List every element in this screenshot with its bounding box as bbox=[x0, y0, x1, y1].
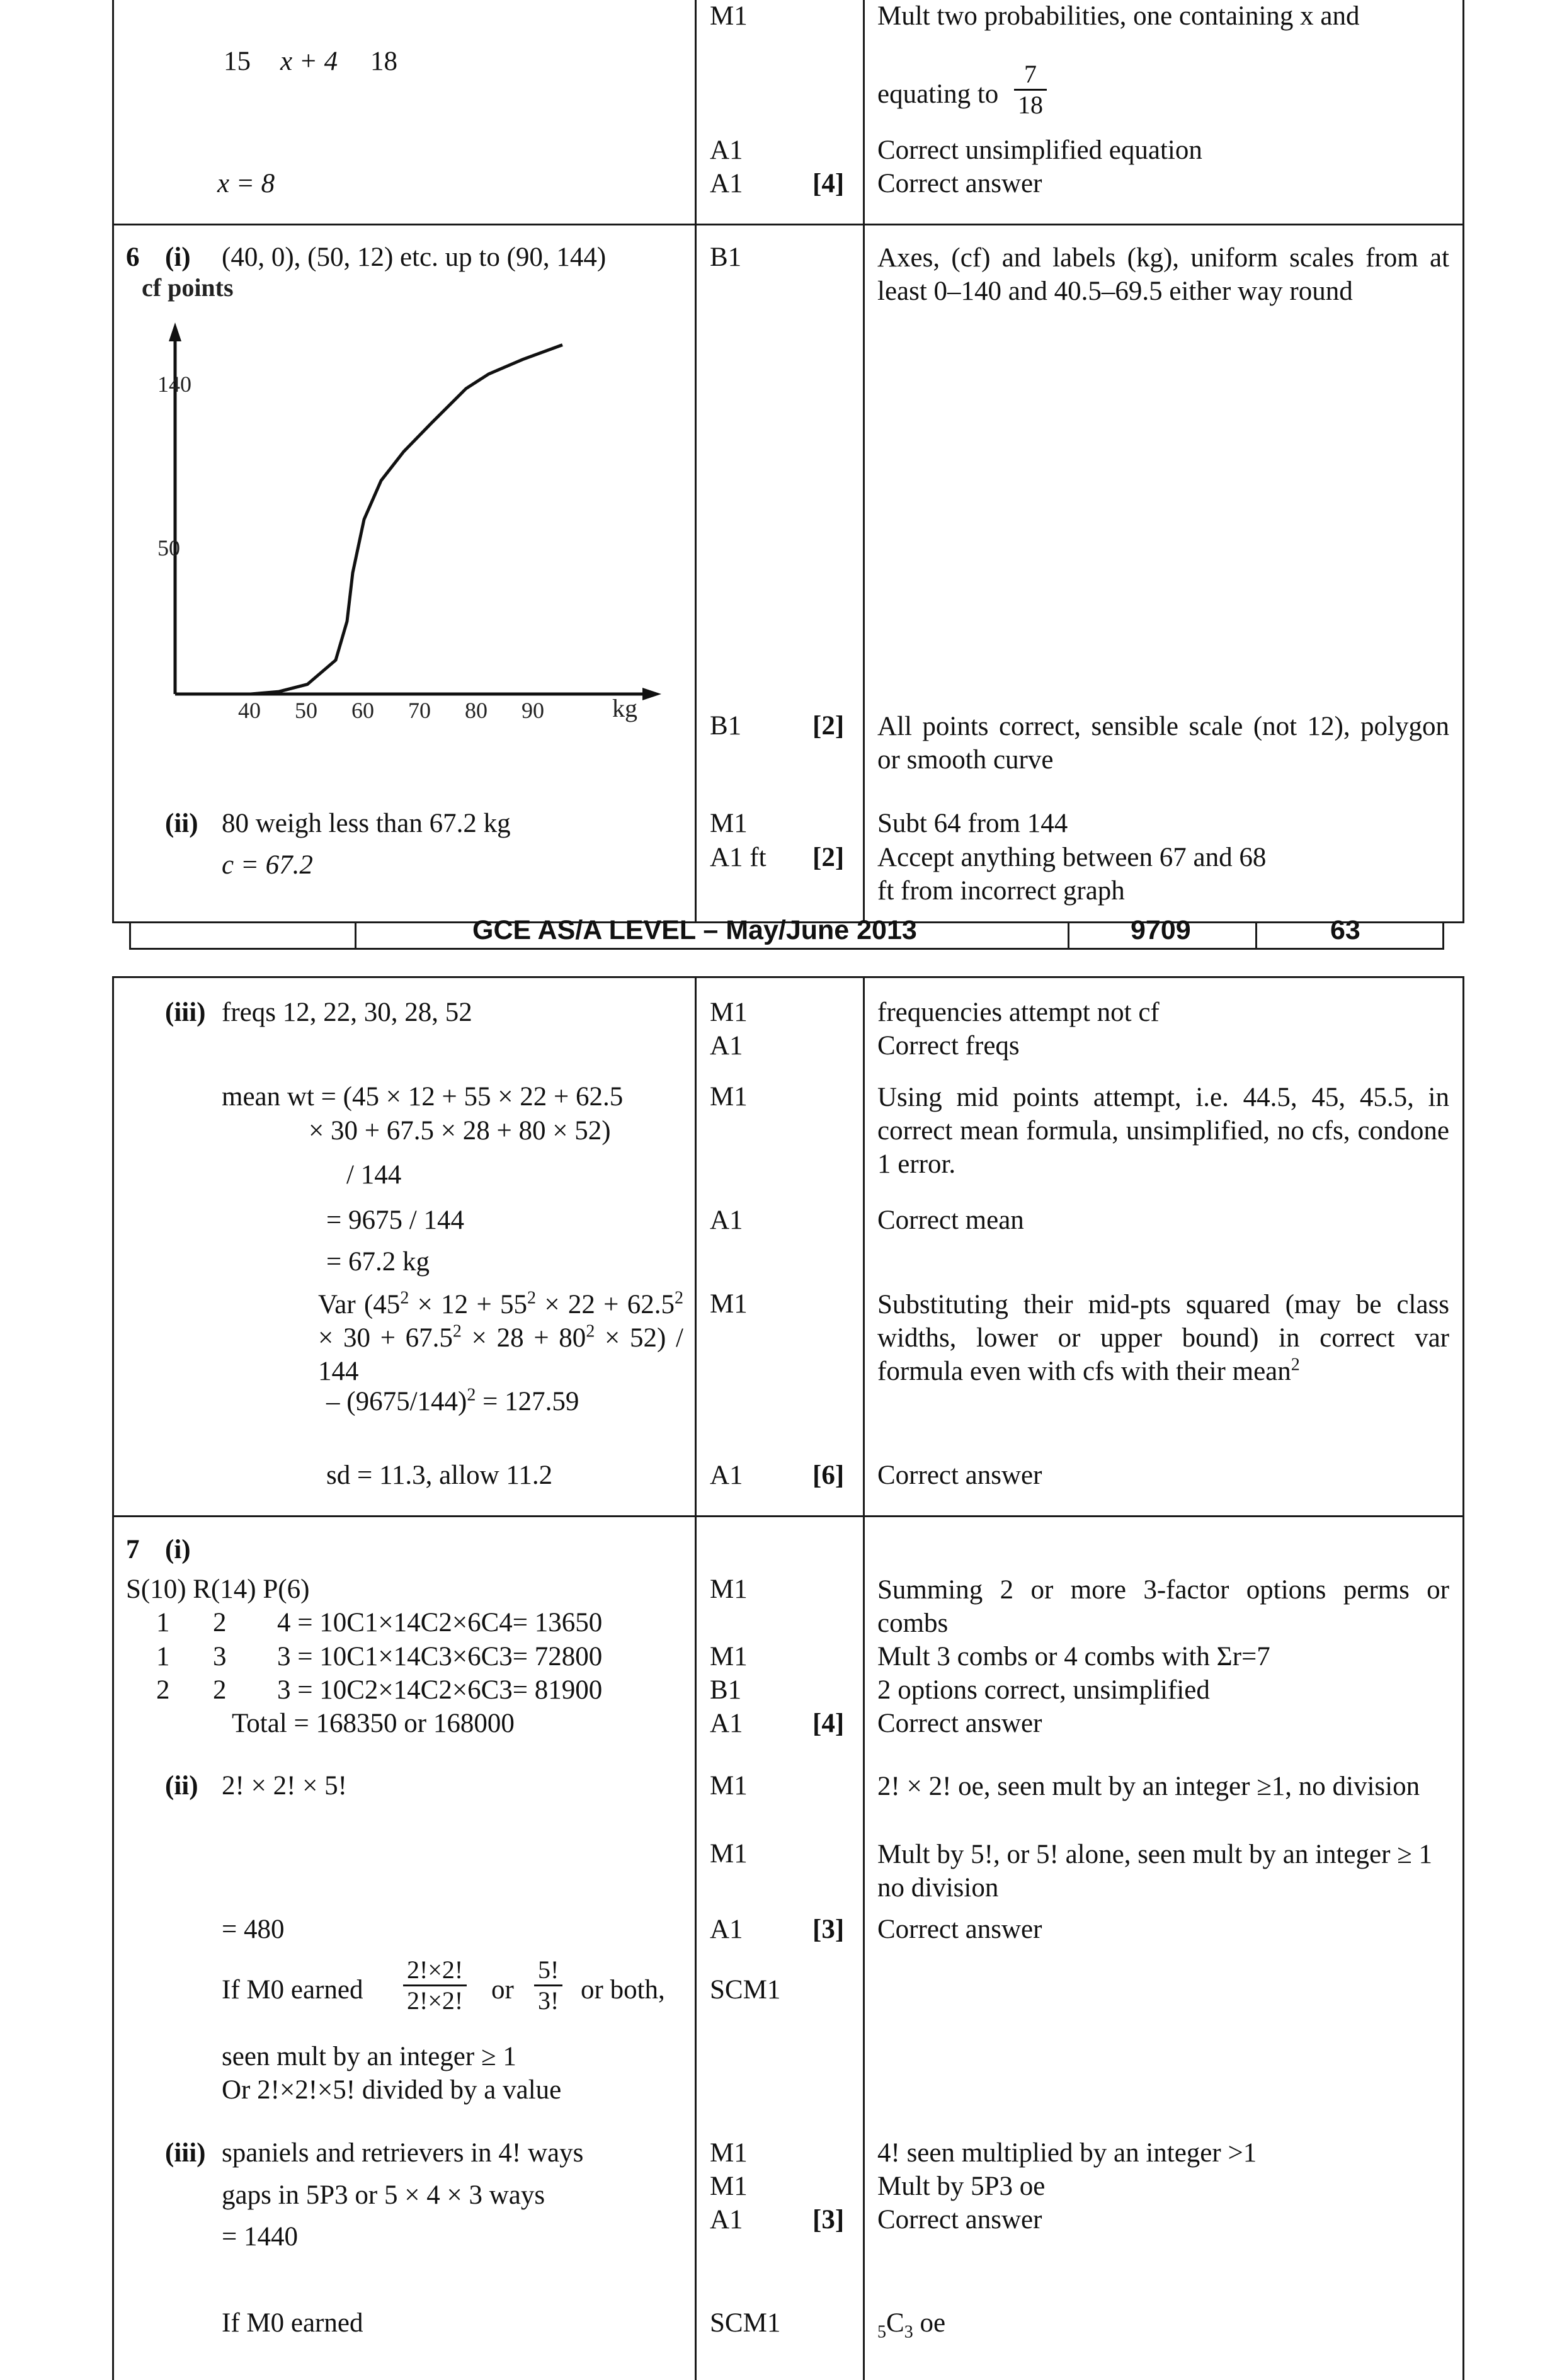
q7-ii-text: 2! × 2! × 5! bbox=[222, 1771, 347, 1801]
row2-calc: 3 = 10C1×14C3×6C3= 72800 bbox=[277, 1642, 603, 1671]
column-divider bbox=[863, 0, 865, 923]
mark-m1: M1 bbox=[710, 1771, 748, 1801]
note-correct-unsimplified: Correct unsimplified equation bbox=[877, 135, 1202, 165]
part-ii: (ii) bbox=[165, 1771, 198, 1801]
fraction-2x2: $\frac{2!\times 2!}{2!\times 2!}$ bbox=[403, 1956, 467, 2015]
srp-header: S(10) R(14) P(6) bbox=[126, 1574, 310, 1604]
note-correct-answer: Correct answer bbox=[877, 2205, 1042, 2235]
mark-a1: A1 bbox=[710, 135, 743, 165]
x-tick-label-70: 70 bbox=[408, 698, 431, 723]
row-divider bbox=[112, 976, 1464, 978]
x-axis-arrowhead bbox=[642, 688, 661, 700]
note-correct-answer: Correct answer bbox=[877, 1709, 1042, 1738]
mark-m1: M1 bbox=[710, 1289, 748, 1319]
row-divider bbox=[112, 1515, 1464, 1517]
axes bbox=[169, 322, 661, 700]
note-summing: Summing 2 or more 3-factor options perms or combs bbox=[877, 1575, 1449, 1638]
header-border-bottom bbox=[129, 948, 1444, 950]
mark-scm1: SCM1 bbox=[710, 1975, 781, 2005]
mark-m1: M1 bbox=[710, 998, 748, 1027]
q5-left-x4: x + 4 bbox=[280, 47, 338, 76]
question-number-6: 6 bbox=[126, 242, 140, 272]
header-border-left bbox=[129, 921, 131, 950]
q7-ii-answer: = 480 bbox=[222, 1915, 285, 1944]
cf-graph bbox=[139, 271, 680, 749]
total-3: [3] bbox=[812, 2205, 845, 2235]
note-freq-attempt: frequencies attempt not cf bbox=[877, 998, 1160, 1027]
mean-line-4: = 9675 / 144 bbox=[326, 1205, 464, 1235]
q6-ii-answer: c = 67.2 bbox=[222, 850, 313, 880]
table-border-right bbox=[1462, 976, 1464, 2380]
fraction-5-3: $\frac{5!}{3!}$ bbox=[534, 1956, 562, 2015]
answer-x8: x = 8 bbox=[217, 169, 275, 198]
row3-r: 2 bbox=[213, 1675, 227, 1705]
row3-s: 2 bbox=[156, 1675, 170, 1705]
header-divider bbox=[355, 921, 356, 950]
note-5c3: $_5C_3$ oe bbox=[877, 2308, 946, 2342]
header-exam: GCE AS/A LEVEL – May/June 2013 bbox=[472, 915, 917, 945]
note-subt: Subt 64 from 144 bbox=[877, 809, 1068, 838]
header-paper: 63 bbox=[1330, 915, 1360, 945]
q5-left-18: 18 bbox=[370, 47, 397, 76]
row1-s: 1 bbox=[156, 1608, 170, 1637]
note-mult-5p3: Mult by 5P3 oe bbox=[877, 2172, 1046, 2201]
mark-a1: A1 bbox=[710, 1915, 743, 1944]
total-4: [4] bbox=[812, 169, 845, 198]
cut-note: Mult two probabilities, one containing x and bbox=[877, 1, 1360, 31]
mark-m1: M1 bbox=[710, 1082, 748, 1112]
mark-b1: B1 bbox=[710, 242, 742, 272]
x-ticks bbox=[238, 698, 544, 723]
mark-scm1: SCM1 bbox=[710, 2308, 781, 2338]
iii-line-3: = 1440 bbox=[222, 2222, 299, 2252]
x-tick-label-40: 40 bbox=[238, 698, 261, 723]
mark-a1ft: A1 ft bbox=[710, 843, 767, 872]
mean-line-2: × 30 + 67.5 × 28 + 80 × 52) bbox=[309, 1116, 611, 1146]
mark-a1: A1 bbox=[710, 1031, 743, 1061]
table-border-left bbox=[112, 976, 114, 2380]
divided-by: Or 2!×2!×5! divided by a value bbox=[222, 2075, 562, 2105]
total-4: [4] bbox=[812, 1709, 845, 1738]
x-tick-label-60: 60 bbox=[351, 698, 374, 723]
note-var: Substituting their mid-pts squared (may be class widths, lower or upper bound) in correct var formula even with cfs with their mean$^2$ bbox=[877, 1290, 1449, 1386]
row-divider bbox=[112, 224, 1464, 225]
seen-mult: seen mult by an integer ≥ 1 bbox=[222, 2042, 516, 2071]
total-6: [6] bbox=[812, 1460, 845, 1490]
iii-line-1: spaniels and retrievers in 4! ways bbox=[222, 2138, 584, 2168]
y-tick-label-50: 50 bbox=[157, 535, 180, 561]
note-accept: Accept anything between 67 and 68 bbox=[877, 843, 1267, 872]
part-i: (i) bbox=[165, 1535, 191, 1564]
row2-s: 1 bbox=[156, 1642, 170, 1671]
mark-a1: A1 bbox=[710, 1205, 743, 1235]
note-2x2: 2! × 2! oe, seen mult by an integer ≥1, no division bbox=[877, 1772, 1420, 1801]
mark-m1: M1 bbox=[710, 809, 748, 838]
mark-m1: M1 bbox=[710, 1574, 748, 1604]
mark-m1: M1 bbox=[710, 1839, 748, 1869]
var-formula: Var $(45^2 \times 12 + 55^2 \times 22 + 62.5^2 \times 30 + 67.5^2 \times 28 + 80^2 \times 52) / 144$ bbox=[318, 1288, 683, 1386]
freqs-text: freqs 12, 22, 30, 28, 52 bbox=[222, 998, 472, 1027]
mark-a1: A1 bbox=[710, 169, 743, 198]
if-m0: If M0 earned bbox=[222, 2308, 363, 2338]
note-two-options: 2 options correct, unsimplified bbox=[877, 1675, 1210, 1705]
mean-line-3: / 144 bbox=[346, 1160, 402, 1190]
q6-ii-text: 80 weigh less than 67.2 kg bbox=[222, 809, 511, 838]
part-iii: (iii) bbox=[165, 2138, 206, 2168]
total-2: [2] bbox=[812, 711, 845, 741]
x-tick-label-90: 90 bbox=[522, 698, 544, 723]
cut-mark: M1 bbox=[710, 1, 748, 31]
note-ft: ft from incorrect graph bbox=[877, 876, 1125, 906]
mark-m1: M1 bbox=[710, 2172, 748, 2201]
note-correct-answer: Correct answer bbox=[877, 1915, 1042, 1944]
note-correct-answer: Correct answer bbox=[877, 169, 1042, 198]
mark-m1: M1 bbox=[710, 2138, 748, 2168]
y-axis-arrowhead bbox=[169, 322, 181, 341]
row1-r: 2 bbox=[213, 1608, 227, 1637]
note-correct-mean: Correct mean bbox=[877, 1205, 1024, 1235]
note-correct-answer: Correct answer bbox=[877, 1460, 1042, 1490]
note-all-points: All points correct, sensible scale (not 12), polygon or smooth curve bbox=[877, 712, 1449, 775]
row3-calc: 3 = 10C2×14C2×6C3= 81900 bbox=[277, 1675, 603, 1705]
y-tick-label-140: 140 bbox=[157, 372, 191, 397]
cf-curve bbox=[251, 345, 562, 694]
row1-calc: 4 = 10C1×14C2×6C4= 13650 bbox=[277, 1608, 603, 1637]
column-divider bbox=[695, 976, 697, 2380]
q6-i-text: (40, 0), (50, 12) etc. up to (90, 144) bbox=[222, 242, 607, 272]
note-mult-combs: Mult 3 combs or 4 combs with Σr=7 bbox=[877, 1642, 1270, 1671]
iii-line-2: gaps in 5P3 or 5 × 4 × 3 ways bbox=[222, 2180, 545, 2210]
equating-to: equating to bbox=[877, 79, 999, 109]
column-divider bbox=[863, 976, 865, 2380]
mark-a1: A1 bbox=[710, 1460, 743, 1490]
note-mult-5: Mult by 5!, or 5! alone, seen mult by an integer ≥ 1 no division bbox=[877, 1840, 1433, 1903]
part-ii: (ii) bbox=[165, 809, 198, 838]
header-divider bbox=[1068, 921, 1069, 950]
or-both-text: or both, bbox=[581, 1975, 665, 2005]
row2-r: 3 bbox=[213, 1642, 227, 1671]
table-border-right bbox=[1462, 0, 1464, 923]
q5-left-15: 15 bbox=[224, 47, 251, 76]
column-divider bbox=[695, 0, 697, 923]
or-text: or bbox=[491, 1975, 514, 2005]
sd-text: sd = 11.3, allow 11.2 bbox=[326, 1460, 553, 1490]
part-i: (i) bbox=[165, 242, 191, 272]
header-border-right bbox=[1442, 921, 1444, 950]
mark-a1: A1 bbox=[710, 1709, 743, 1738]
header-divider bbox=[1255, 921, 1257, 950]
mean-line-1: mean wt = (45 × 12 + 55 × 22 + 62.5 bbox=[222, 1082, 624, 1112]
var-last: – $(9675/144)^2 = 127.59$ bbox=[326, 1385, 579, 1416]
note-correct-freqs: Correct freqs bbox=[877, 1031, 1020, 1061]
fraction-7-18: $\frac{7}{18}$ bbox=[1014, 60, 1047, 120]
x-axis-label: kg bbox=[612, 694, 637, 722]
y-axis-label: cf points bbox=[142, 273, 234, 302]
total-2: [2] bbox=[812, 843, 845, 872]
note-axes: Axes, (cf) and labels (kg), uniform scales from at least 0–140 and 40.5–69.5 either way round bbox=[877, 243, 1449, 306]
total-text: Total = 168350 or 168000 bbox=[232, 1709, 515, 1738]
note-4-seen: 4! seen multiplied by an integer >1 bbox=[877, 2138, 1257, 2168]
note-midpoints: Using mid points attempt, i.e. 44.5, 45, 45.5, in correct mean formula, unsimplified, no cfs, condone 1 error. bbox=[877, 1083, 1449, 1179]
x-tick-label-50: 50 bbox=[295, 698, 317, 723]
if-m0: If M0 earned bbox=[222, 1975, 363, 2005]
question-number-7: 7 bbox=[126, 1535, 140, 1564]
mark-b1: B1 bbox=[710, 1675, 742, 1705]
mean-line-5: = 67.2 kg bbox=[326, 1247, 430, 1277]
total-3: [3] bbox=[812, 1915, 845, 1944]
mark-b1: B1 bbox=[710, 711, 742, 741]
table-border-left bbox=[112, 0, 114, 923]
mark-m1: M1 bbox=[710, 1642, 748, 1671]
part-iii: (iii) bbox=[165, 998, 206, 1027]
mark-a1: A1 bbox=[710, 2205, 743, 2235]
x-tick-label-80: 80 bbox=[465, 698, 487, 723]
header-syllabus: 9709 bbox=[1131, 915, 1191, 945]
